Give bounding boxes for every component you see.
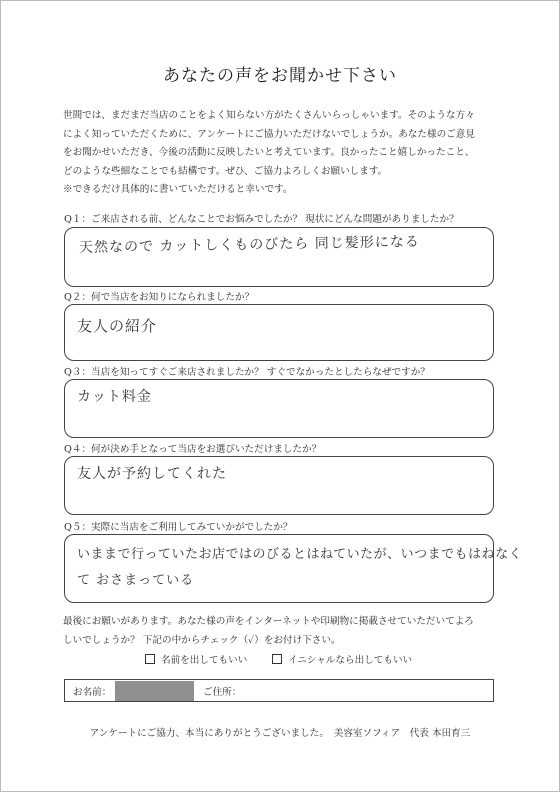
question-5-answer-box [64, 534, 523, 603]
checkbox-initials[interactable] [272, 654, 282, 664]
address-label: ご住所： [203, 687, 242, 698]
closing-line: しいでしょうか？ 下記の中からチェック（✓）をお付け下さい。 [63, 634, 341, 646]
check-option-name-label: 名前を出してもいい [161, 655, 248, 666]
question-1-answer-box [64, 227, 494, 287]
question-3-answer-box [64, 379, 494, 438]
redacted-name [115, 681, 194, 701]
intro-line: をお聞かせいただき、今後の活動に反映したいと考えています。良かったこと嬉しかったこと、 [63, 147, 475, 159]
question-4-answer-box [64, 456, 494, 515]
question-5-label: Q５：実際に当店をご利用してみていかがでしたか？ [64, 522, 293, 533]
name-address-box [64, 679, 494, 702]
closing-line: 最後にお願いがあります。あなた様の声をインターネットや印刷物に掲載させていただいてよろ [63, 616, 474, 627]
intro-line: どのような些細なことでも結構です。ぜひ、ご協力よろしくお願いします。 [63, 165, 388, 177]
question-5-answer-line: て おさまっている [77, 573, 195, 588]
intro-line: によく知っていただくために、アンケートにご協力いただけないでしょうか。あなた様のご意見 [63, 128, 475, 140]
question-1-label: Q１：ご来店される前、どんなことでお悩みでしたか？ 現状にどんな問題がありましたか？ [64, 214, 459, 225]
question-2-label: Q２：何で当店をお知りになられましたか？ [64, 292, 255, 303]
check-option-name[interactable] [145, 652, 247, 666]
question-1-answer: 天然なので カットしくものびたら 同じ髪形になる [78, 234, 420, 256]
closing-text [63, 613, 503, 650]
footer-text: アンケートにご協力、本当にありがとうございました。 美容室ソフィア 代表 本田育三 [89, 728, 471, 739]
question-4-answer: 友人が予約してくれた [77, 466, 227, 482]
checkbox-name[interactable] [145, 654, 155, 664]
question-5-answer-line: いままで行っていたお店ではのびるとはねていたが、いつまでもはねなく [77, 547, 523, 562]
intro-text [63, 107, 503, 200]
question-2-answer: 友人の紹介 [77, 317, 158, 335]
intro-line: 世間では、まだまだ当店のことをよく知らない方がたくさんいらっしゃいます。そのような方々 [63, 110, 475, 121]
question-3-answer: カット料金 [77, 389, 152, 405]
check-option-initials-label: イニシャルなら出してもいい [288, 655, 413, 666]
page-title: あなたの声をお聞かせ下さい [163, 66, 397, 86]
question-3-label: Q３：当店を知ってすぐご来店されましたか？ すぐでなかったとしたらなぜですか？ [64, 367, 430, 378]
check-option-initials[interactable] [272, 652, 412, 666]
intro-line: ※できるだけ具体的に書いていただけると幸いです。 [63, 184, 293, 196]
question-2-answer-box [64, 304, 494, 361]
question-4-label: Q４：何が決め手となって当店をお選びいただけましたか？ [64, 444, 322, 455]
name-label: お名前： [73, 687, 112, 698]
